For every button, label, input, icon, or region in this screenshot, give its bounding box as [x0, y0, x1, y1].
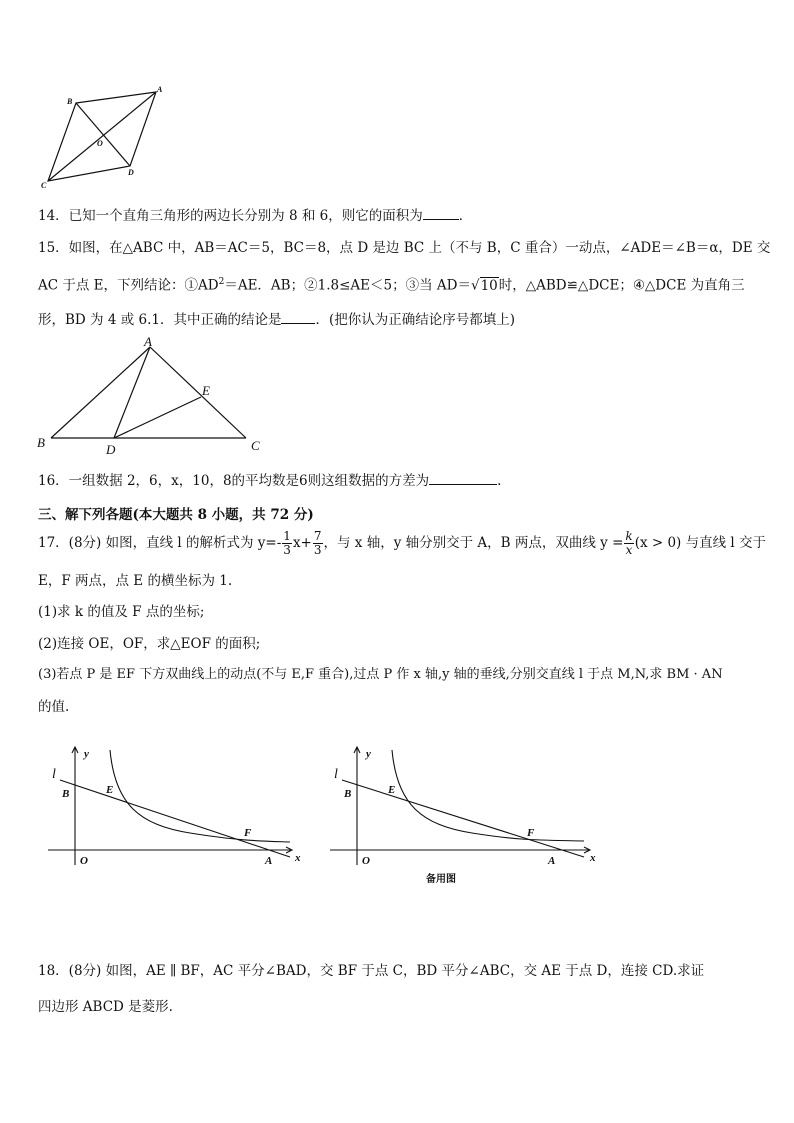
q15-line2-a: AC 于点 E，下列结论：①AD: [38, 277, 219, 294]
question-17-part-1: (1)求 k 的值及 F 点的坐标;: [38, 604, 205, 620]
question-17-part-3-end: 的值.: [38, 699, 70, 715]
question-15-line-3: [38, 311, 515, 329]
graph-right: [322, 745, 602, 890]
q15-sqrt-value: 10: [480, 277, 498, 294]
question-15-line-2: [38, 273, 745, 295]
q16-end: .: [497, 473, 502, 489]
label-x: x: [590, 852, 596, 864]
graph-left: [40, 745, 310, 870]
line-l: [342, 780, 584, 857]
q17-line1-b: x+: [292, 535, 312, 551]
fraction-denominator: x: [625, 543, 633, 557]
fraction-one-third: [282, 530, 292, 557]
q14-end: ．: [458, 208, 473, 224]
question-17-line-2: E，F 两点，点 E 的横坐标为 1.: [38, 573, 233, 589]
q15-line3-a: 形，BD 为 4 或 6.1．其中正确的结论是: [38, 312, 282, 328]
q14-answer-blank: [423, 219, 459, 220]
label-l: l: [334, 767, 338, 782]
fraction-seven-thirds: [313, 530, 323, 557]
fraction-numerator: k: [625, 529, 633, 543]
question-18-line-2: 四边形 ABCD 是菱形.: [38, 999, 173, 1015]
question-18-line-1: 18．(8分) 如图，AE ∥ BF，AC 平分∠BAD，交 BF 于点 C，BD 平分∠ABC，交 AE 于点 D，连接 CD.求证: [38, 963, 705, 979]
q17-line1-a: 17．(8分) 如图，直线 l 的解析式为 y=-: [38, 535, 282, 551]
q15-line2-b: ＝AE．AB；②1.8≤AE＜5；③当 AD＝: [224, 277, 471, 294]
backup-figure-caption: 备用图: [426, 874, 456, 885]
label-d: D: [106, 442, 116, 456]
label-x: x: [295, 852, 301, 864]
label-o: O: [97, 139, 103, 148]
triangle-figure: [34, 334, 274, 456]
fraction-denominator: 3: [313, 543, 322, 557]
label-y: y: [84, 748, 89, 760]
label-c: C: [41, 181, 47, 190]
side-ac: [150, 347, 246, 438]
question-14: [38, 207, 472, 225]
rhombus-figure: [34, 84, 174, 192]
label-o: O: [80, 855, 88, 867]
q15-superscript: 2: [218, 277, 225, 287]
fraction-numerator: 7: [313, 529, 322, 543]
hyperbola-curve: [110, 750, 290, 842]
label-e: E: [202, 383, 210, 398]
segment-de: [114, 397, 201, 438]
label-e: E: [106, 784, 114, 796]
segment-ad: [114, 347, 150, 438]
label-c: C: [251, 438, 260, 453]
fraction-numerator: 1: [283, 529, 291, 543]
label-b: B: [37, 435, 45, 450]
label-a: A: [144, 334, 152, 349]
label-d: D: [128, 168, 134, 177]
label-a: A: [157, 85, 163, 94]
label-b: B: [344, 788, 352, 800]
section-3-heading: 三、解下列各题(本大题共 8 小题，共 72 分): [38, 507, 314, 523]
question-15-line-1: 15．如图，在△ABC 中，AB＝AC＝5，BC＝8，点 D 是边 BC 上（不与 B，C 重合）一动点，∠ADE＝∠B＝α，DE 交: [38, 240, 771, 256]
question-17-part-3: (3)若点 P 是 EF 下方双曲线上的动点(不与 E,F 重合),过点 P 作 x 轴,y 轴的垂线,分别交直线 l 于点 M,N,求 BM · AN: [38, 667, 723, 682]
diagonal-bd: [76, 103, 130, 166]
q14-text: 14．已知一个直角三角形的两边长分别为 8 和 6，则它的面积为: [38, 208, 423, 224]
label-l: l: [52, 767, 56, 782]
question-16: [38, 472, 501, 490]
label-o: O: [362, 855, 370, 867]
label-a: A: [265, 855, 273, 867]
label-e: E: [388, 784, 396, 796]
fraction-denominator: 3: [283, 543, 291, 557]
q16-text: 16．一组数据 2，6，x，10，8的平均数是6则这组数据的方差为: [38, 473, 430, 489]
label-f: F: [244, 827, 252, 839]
q17-line1-d: (x > 0) 与直线 l 交于: [634, 535, 767, 551]
hyperbola-curve: [392, 750, 584, 841]
label-b: B: [62, 788, 70, 800]
question-17-part-2: (2)连接 OE，OF，求△EOF 的面积;: [38, 636, 261, 652]
question-17-line-1: [38, 528, 766, 558]
q15-line3-b: ．(把你认为正确结论序号都填上): [315, 312, 516, 328]
sqrt-symbol: √: [470, 277, 480, 294]
label-y: y: [366, 748, 371, 760]
fraction-k-over-x: [624, 530, 633, 557]
line-l: [60, 780, 290, 857]
label-a: A: [548, 855, 556, 867]
q16-answer-blank: [429, 484, 497, 485]
label-b: B: [67, 97, 73, 106]
q15-answer-blank: [281, 323, 315, 324]
q15-line2-c: 时，△ABD≌△DCE；④△DCE 为直角三: [498, 277, 745, 294]
q17-line1-c: ，与 x 轴，y 轴分别交于 A，B 两点，双曲线 y =: [323, 535, 624, 551]
label-f: F: [527, 827, 535, 839]
side-ab: [51, 347, 150, 438]
